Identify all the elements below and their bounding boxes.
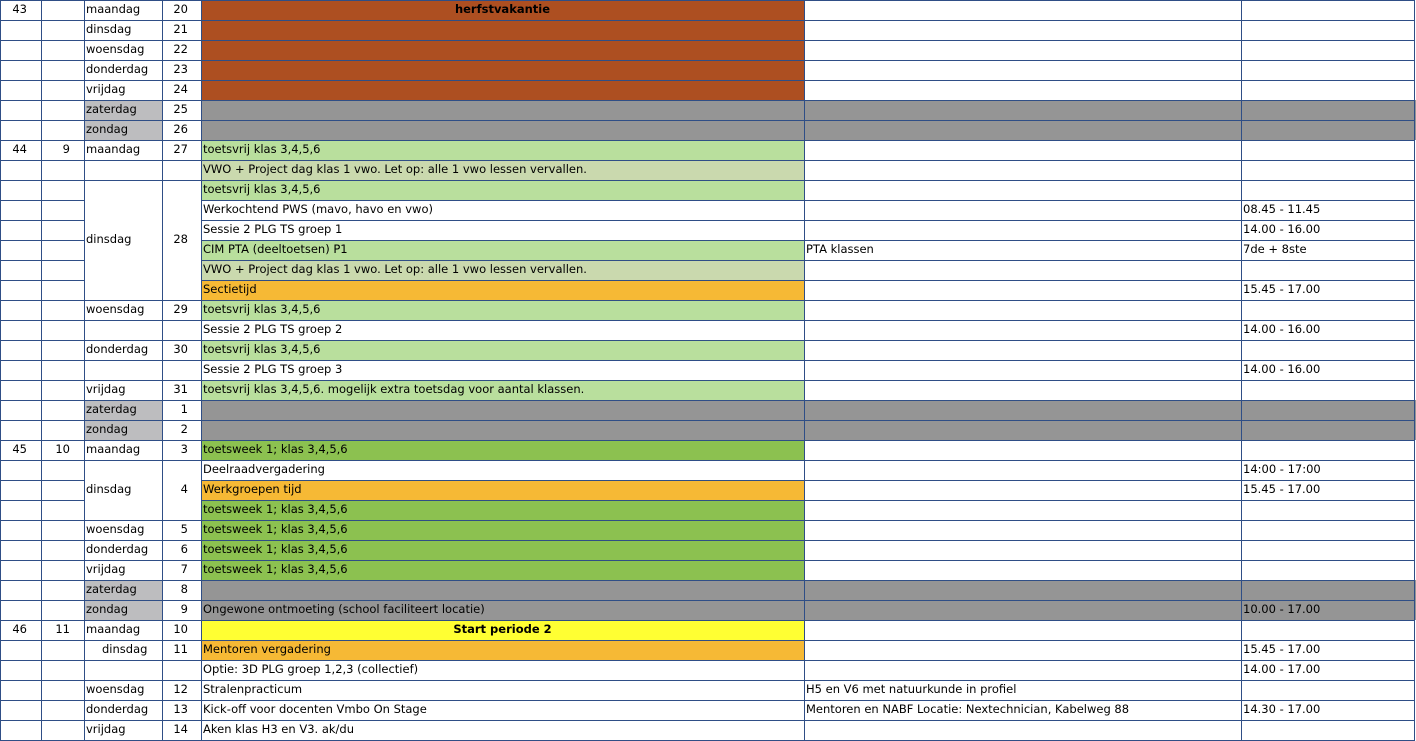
- activity-cell[interactable]: [201, 120, 804, 140]
- day-cell[interactable]: donderdag: [86, 542, 149, 557]
- time-cell[interactable]: [1241, 680, 1416, 700]
- date-cell[interactable]: 22: [173, 42, 188, 57]
- time-cell[interactable]: [1241, 80, 1416, 100]
- date-cell[interactable]: 8: [180, 582, 188, 597]
- schoolweek-cell[interactable]: [41, 220, 84, 240]
- date-cell-merged[interactable]: 28: [162, 180, 201, 300]
- activity-cell[interactable]: CIM PTA (deeltoetsen) P1: [201, 240, 804, 260]
- grid-hline: [0, 140, 1415, 141]
- date-cell[interactable]: [162, 160, 201, 180]
- audience-cell[interactable]: [804, 0, 1241, 20]
- day-cell[interactable]: [84, 360, 162, 380]
- grid-vline: [1414, 0, 1415, 740]
- day-cell[interactable]: maandag: [86, 2, 141, 17]
- audience-cell[interactable]: PTA klassen: [806, 242, 874, 257]
- time-cell[interactable]: 14.00 - 16.00: [1243, 362, 1321, 377]
- audience-cell[interactable]: [804, 460, 1241, 480]
- audience-cell[interactable]: [804, 280, 1241, 300]
- day-cell-merged[interactable]: dinsdag: [84, 180, 162, 300]
- schoolweek-cell[interactable]: [41, 680, 84, 700]
- schoolweek-cell[interactable]: [41, 40, 84, 60]
- grid-hline: [0, 340, 1415, 341]
- week-cell[interactable]: [0, 320, 41, 340]
- grid-hline: [0, 200, 84, 201]
- day-cell[interactable]: zondag: [84, 120, 162, 140]
- activity-cell[interactable]: Mentoren vergadering: [201, 640, 804, 660]
- activity-cell[interactable]: herfstvakantie: [201, 0, 804, 20]
- grid-vline: [804, 0, 805, 740]
- day-cell[interactable]: vrijdag: [86, 722, 126, 737]
- schoolweek-cell[interactable]: [41, 400, 84, 420]
- schoolweek-cell[interactable]: 11: [55, 622, 70, 637]
- date-cell[interactable]: 14: [173, 722, 188, 737]
- time-cell[interactable]: [1241, 120, 1416, 140]
- time-cell[interactable]: 15.45 - 17.00: [1243, 482, 1321, 497]
- date-cell[interactable]: [162, 360, 201, 380]
- audience-cell[interactable]: [804, 200, 1241, 220]
- time-cell[interactable]: [1241, 100, 1416, 120]
- time-cell[interactable]: [1241, 60, 1416, 80]
- schoolweek-cell[interactable]: [41, 100, 84, 120]
- audience-cell[interactable]: [804, 500, 1241, 520]
- grid-hline: [0, 520, 1415, 521]
- week-cell[interactable]: [0, 240, 41, 260]
- day-cell[interactable]: woensdag: [86, 302, 145, 317]
- audience-cell[interactable]: [804, 260, 1241, 280]
- schoolweek-cell[interactable]: [41, 600, 84, 620]
- activity-cell[interactable]: [201, 20, 804, 40]
- grid-hline: [0, 280, 84, 281]
- day-cell[interactable]: zondag: [84, 600, 162, 620]
- audience-cell[interactable]: [804, 640, 1241, 660]
- grid-vline: [84, 0, 85, 740]
- grid-hline: [201, 260, 1414, 261]
- activity-cell[interactable]: toetsvrij klas 3,4,5,6: [201, 340, 804, 360]
- grid-hline: [0, 500, 84, 501]
- date-cell[interactable]: 13: [173, 702, 188, 717]
- activity-cell[interactable]: toetsweek 1; klas 3,4,5,6: [201, 560, 804, 580]
- audience-cell[interactable]: [804, 160, 1241, 180]
- schoolweek-cell[interactable]: [41, 300, 84, 320]
- grid-hline: [201, 480, 1414, 481]
- activity-cell[interactable]: [201, 80, 804, 100]
- time-cell[interactable]: [1241, 380, 1416, 400]
- grid-hline: [0, 0, 1415, 1]
- activity-cell[interactable]: toetsvrij klas 3,4,5,6: [201, 140, 804, 160]
- time-cell[interactable]: [1241, 260, 1416, 280]
- schoolweek-cell[interactable]: [41, 20, 84, 40]
- date-cell[interactable]: 5: [180, 522, 188, 537]
- date-cell[interactable]: 10: [173, 622, 188, 637]
- schoolweek-cell[interactable]: 9: [62, 142, 70, 157]
- day-cell[interactable]: vrijdag: [86, 382, 126, 397]
- time-cell[interactable]: 08.45 - 11.45: [1243, 202, 1321, 217]
- activity-cell[interactable]: Deelraadvergadering: [203, 462, 325, 477]
- day-cell[interactable]: zondag: [84, 420, 162, 440]
- day-cell[interactable]: maandag: [86, 142, 141, 157]
- date-cell[interactable]: 30: [173, 342, 188, 357]
- date-cell-merged[interactable]: 4: [162, 460, 201, 520]
- grid-hline: [0, 640, 1415, 641]
- grid-hline: [201, 240, 1414, 241]
- week-cell[interactable]: 44: [12, 142, 27, 157]
- audience-cell[interactable]: H5 en V6 met natuurkunde in profiel: [806, 682, 1017, 697]
- date-cell[interactable]: 25: [173, 102, 188, 117]
- activity-cell[interactable]: Stralenpracticum: [203, 682, 303, 697]
- day-cell[interactable]: woensdag: [86, 42, 145, 57]
- time-cell[interactable]: 7de + 8ste: [1243, 242, 1307, 257]
- week-cell[interactable]: [0, 640, 41, 660]
- audience-cell[interactable]: [804, 120, 1241, 140]
- week-cell[interactable]: [0, 500, 41, 520]
- activity-cell[interactable]: Kick-off voor docenten Vmbo On Stage: [203, 702, 427, 717]
- week-cell[interactable]: [0, 600, 41, 620]
- week-cell[interactable]: 46: [12, 622, 27, 637]
- activity-cell[interactable]: toetsweek 1; klas 3,4,5,6: [201, 540, 804, 560]
- schoolweek-cell[interactable]: [41, 0, 84, 20]
- grid-hline: [0, 660, 1415, 661]
- audience-cell[interactable]: [804, 560, 1241, 580]
- audience-cell[interactable]: [804, 300, 1241, 320]
- schoolweek-cell[interactable]: [41, 60, 84, 80]
- week-cell[interactable]: [0, 80, 41, 100]
- grid-vline: [201, 0, 202, 740]
- activity-cell[interactable]: VWO + Project dag klas 1 vwo. Let op: alle 1 vwo lessen vervallen.: [201, 160, 804, 180]
- time-cell[interactable]: [1241, 620, 1416, 640]
- audience-cell[interactable]: [804, 600, 1241, 620]
- time-cell[interactable]: [1241, 160, 1416, 180]
- audience-cell[interactable]: [804, 440, 1241, 460]
- time-cell[interactable]: 14.00 - 16.00: [1243, 222, 1321, 237]
- time-cell[interactable]: 14:00 - 17:00: [1243, 462, 1321, 477]
- date-cell[interactable]: 9: [180, 602, 188, 617]
- schoolweek-cell[interactable]: [41, 200, 84, 220]
- date-cell[interactable]: 11: [173, 642, 188, 657]
- activity-cell[interactable]: [201, 580, 804, 600]
- activity-cell[interactable]: Sessie 2 PLG TS groep 1: [203, 222, 343, 237]
- day-cell[interactable]: dinsdag: [86, 22, 132, 37]
- grid-hline: [0, 420, 1415, 421]
- activity-cell[interactable]: VWO + Project dag klas 1 vwo. Let op: alle 1 vwo lessen vervallen.: [201, 260, 804, 280]
- grid-hline: [0, 480, 84, 481]
- day-cell[interactable]: vrijdag: [86, 82, 126, 97]
- audience-cell[interactable]: [804, 140, 1241, 160]
- audience-cell[interactable]: [804, 80, 1241, 100]
- grid-vline: [41, 0, 42, 740]
- grid-hline: [0, 180, 1415, 181]
- audience-cell[interactable]: [804, 100, 1241, 120]
- date-cell[interactable]: 2: [180, 422, 188, 437]
- audience-cell[interactable]: [804, 400, 1241, 420]
- time-cell[interactable]: 14.30 - 17.00: [1243, 702, 1321, 717]
- activity-cell[interactable]: Sessie 2 PLG TS groep 3: [203, 362, 343, 377]
- grid-hline: [0, 560, 1415, 561]
- time-cell[interactable]: [1241, 540, 1416, 560]
- grid-hline: [201, 200, 1414, 201]
- week-cell[interactable]: [0, 660, 41, 680]
- grid-hline: [0, 360, 1415, 361]
- week-cell[interactable]: [0, 560, 41, 580]
- schoolweek-cell[interactable]: [41, 700, 84, 720]
- time-cell[interactable]: 15.45 - 17.00: [1243, 642, 1321, 657]
- time-cell[interactable]: [1241, 520, 1416, 540]
- audience-cell[interactable]: [804, 60, 1241, 80]
- grid-hline: [0, 380, 1415, 381]
- grid-hline: [0, 160, 1415, 161]
- grid-hline: [0, 680, 1415, 681]
- activity-cell[interactable]: Sectietijd: [201, 280, 804, 300]
- time-cell[interactable]: 10.00 - 17.00: [1241, 600, 1416, 620]
- time-cell[interactable]: [1241, 560, 1416, 580]
- date-cell[interactable]: 24: [173, 82, 188, 97]
- activity-cell[interactable]: toetsweek 1; klas 3,4,5,6: [201, 440, 804, 460]
- day-cell[interactable]: dinsdag: [102, 642, 148, 657]
- day-cell[interactable]: [84, 660, 162, 680]
- grid-hline: [0, 320, 1415, 321]
- schoolweek-cell[interactable]: [41, 260, 84, 280]
- day-cell[interactable]: woensdag: [86, 522, 145, 537]
- schoolweek-cell[interactable]: [41, 320, 84, 340]
- time-cell[interactable]: [1241, 40, 1416, 60]
- grid-hline: [0, 20, 1415, 21]
- activity-cell[interactable]: toetsvrij klas 3,4,5,6: [201, 300, 804, 320]
- grid-hline: [0, 260, 84, 261]
- schoolweek-cell[interactable]: [41, 660, 84, 680]
- grid-hline: [0, 40, 1415, 41]
- grid-hline: [0, 400, 1415, 401]
- time-cell[interactable]: [1241, 400, 1416, 420]
- audience-cell[interactable]: [804, 320, 1241, 340]
- day-cell[interactable]: vrijdag: [86, 562, 126, 577]
- date-cell[interactable]: 29: [173, 302, 188, 317]
- audience-cell[interactable]: [804, 20, 1241, 40]
- time-cell[interactable]: [1241, 580, 1416, 600]
- audience-cell[interactable]: [804, 520, 1241, 540]
- date-cell[interactable]: 7: [180, 562, 188, 577]
- week-cell[interactable]: [0, 700, 41, 720]
- schoolweek-cell[interactable]: [41, 380, 84, 400]
- day-cell[interactable]: donderdag: [86, 342, 149, 357]
- week-cell[interactable]: [0, 340, 41, 360]
- grid-hline: [0, 240, 84, 241]
- week-cell[interactable]: [0, 540, 41, 560]
- activity-cell[interactable]: [201, 40, 804, 60]
- week-cell[interactable]: [0, 120, 41, 140]
- time-cell[interactable]: [1241, 20, 1416, 40]
- audience-cell[interactable]: [804, 340, 1241, 360]
- activity-cell[interactable]: Sessie 2 PLG TS groep 2: [203, 322, 343, 337]
- activity-cell[interactable]: Optie: 3D PLG groep 1,2,3 (collectief): [203, 662, 419, 677]
- audience-cell[interactable]: [804, 380, 1241, 400]
- schoolweek-cell[interactable]: [41, 80, 84, 100]
- date-cell[interactable]: 27: [173, 142, 188, 157]
- schoolweek-cell[interactable]: 10: [55, 442, 70, 457]
- activity-cell[interactable]: Werkgroepen tijd: [201, 480, 804, 500]
- week-cell[interactable]: [0, 300, 41, 320]
- schoolweek-cell[interactable]: [41, 360, 84, 380]
- grid-hline: [0, 700, 1415, 701]
- grid-hline: [0, 120, 1415, 121]
- audience-cell[interactable]: [804, 660, 1241, 680]
- grid-vline: [162, 0, 163, 740]
- schoolweek-cell[interactable]: [41, 340, 84, 360]
- date-cell[interactable]: 23: [173, 62, 188, 77]
- date-cell[interactable]: 1: [180, 402, 188, 417]
- audience-cell[interactable]: [804, 620, 1241, 640]
- time-cell[interactable]: [1241, 300, 1416, 320]
- grid-vline: [0, 0, 1, 740]
- week-cell[interactable]: [0, 720, 41, 740]
- week-cell[interactable]: [0, 480, 41, 500]
- audience-cell[interactable]: [804, 220, 1241, 240]
- audience-cell[interactable]: [804, 40, 1241, 60]
- schoolweek-cell[interactable]: [41, 480, 84, 500]
- day-cell[interactable]: maandag: [86, 622, 141, 637]
- week-cell[interactable]: [0, 360, 41, 380]
- time-cell[interactable]: [1241, 420, 1416, 440]
- grid-hline: [201, 220, 1414, 221]
- audience-cell[interactable]: [804, 180, 1241, 200]
- week-cell[interactable]: [0, 680, 41, 700]
- week-cell[interactable]: [0, 580, 41, 600]
- week-cell[interactable]: [0, 160, 41, 180]
- date-cell[interactable]: [162, 660, 201, 680]
- week-cell[interactable]: [0, 20, 41, 40]
- day-cell[interactable]: donderdag: [86, 62, 149, 77]
- schoolweek-cell[interactable]: [41, 540, 84, 560]
- day-cell[interactable]: donderdag: [86, 702, 149, 717]
- time-cell[interactable]: [1241, 180, 1416, 200]
- audience-cell[interactable]: [804, 720, 1241, 740]
- grid-hline: [0, 540, 1415, 541]
- week-cell[interactable]: [0, 460, 41, 480]
- grid-hline: [0, 300, 1415, 301]
- week-cell[interactable]: [0, 280, 41, 300]
- day-cell[interactable]: woensdag: [86, 682, 145, 697]
- date-cell[interactable]: 20: [173, 2, 188, 17]
- audience-cell[interactable]: [804, 480, 1241, 500]
- grid-hline: [0, 460, 1415, 461]
- week-cell[interactable]: [0, 400, 41, 420]
- activity-cell[interactable]: Aken klas H3 en V3. ak/du: [203, 722, 354, 737]
- activity-cell[interactable]: [201, 60, 804, 80]
- day-cell[interactable]: maandag: [86, 442, 141, 457]
- week-cell[interactable]: 45: [12, 442, 27, 457]
- date-cell[interactable]: 26: [173, 122, 188, 137]
- day-cell[interactable]: zaterdag: [84, 580, 162, 600]
- schoolweek-cell[interactable]: [41, 580, 84, 600]
- week-cell[interactable]: [0, 60, 41, 80]
- grid-hline: [0, 620, 1415, 621]
- schoolweek-cell[interactable]: [41, 500, 84, 520]
- day-cell-merged[interactable]: dinsdag: [84, 460, 162, 520]
- audience-cell[interactable]: Mentoren en NABF Locatie: Nextechnician, Kabelweg 88: [806, 702, 1130, 717]
- schoolweek-cell[interactable]: [41, 160, 84, 180]
- activity-cell[interactable]: [201, 100, 804, 120]
- grid-vline: [1241, 0, 1242, 740]
- week-cell[interactable]: [0, 380, 41, 400]
- schoolweek-cell[interactable]: [41, 240, 84, 260]
- week-cell[interactable]: 43: [12, 2, 27, 17]
- day-cell[interactable]: [84, 160, 162, 180]
- audience-cell[interactable]: [804, 420, 1241, 440]
- activity-cell[interactable]: Werkochtend PWS (mavo, havo en vwo): [203, 202, 433, 217]
- grid-hline: [0, 440, 1415, 441]
- day-cell[interactable]: [84, 320, 162, 340]
- time-cell[interactable]: [1241, 0, 1416, 20]
- time-cell[interactable]: [1241, 140, 1416, 160]
- date-cell[interactable]: 21: [173, 22, 188, 37]
- time-cell[interactable]: [1241, 720, 1416, 740]
- grid-hline: [0, 80, 1415, 81]
- week-cell[interactable]: [0, 100, 41, 120]
- day-cell[interactable]: zaterdag: [84, 100, 162, 120]
- audience-cell[interactable]: [804, 360, 1241, 380]
- activity-cell[interactable]: toetsvrij klas 3,4,5,6. mogelijk extra toetsdag voor aantal klassen.: [201, 380, 804, 400]
- grid-hline: [0, 100, 1415, 101]
- date-cell[interactable]: 31: [173, 382, 188, 397]
- time-cell[interactable]: 14.00 - 16.00: [1243, 322, 1321, 337]
- week-cell[interactable]: [0, 180, 41, 200]
- schoolweek-cell[interactable]: [41, 560, 84, 580]
- activity-cell[interactable]: Ongewone ontmoeting (school faciliteert locatie): [201, 600, 804, 620]
- activity-cell[interactable]: toetsweek 1; klas 3,4,5,6: [201, 520, 804, 540]
- grid-hline: [201, 280, 1414, 281]
- schoolweek-cell[interactable]: [41, 280, 84, 300]
- schoolweek-cell[interactable]: [41, 180, 84, 200]
- activity-cell[interactable]: [201, 400, 804, 420]
- time-cell[interactable]: [1241, 500, 1416, 520]
- grid-hline: [201, 500, 1414, 501]
- time-cell[interactable]: 15.45 - 17.00: [1243, 282, 1321, 297]
- grid-hline: [0, 220, 84, 221]
- grid-hline: [0, 720, 1415, 721]
- week-cell[interactable]: [0, 260, 41, 280]
- date-cell[interactable]: 3: [180, 442, 188, 457]
- schoolweek-cell[interactable]: [41, 460, 84, 480]
- schoolweek-cell[interactable]: [41, 120, 84, 140]
- time-cell[interactable]: [1241, 440, 1416, 460]
- activity-cell[interactable]: toetsvrij klas 3,4,5,6: [201, 180, 804, 200]
- activity-cell[interactable]: [201, 420, 804, 440]
- date-cell[interactable]: [162, 320, 201, 340]
- activity-cell[interactable]: Start periode 2: [201, 620, 804, 640]
- week-cell[interactable]: [0, 200, 41, 220]
- day-cell[interactable]: zaterdag: [84, 400, 162, 420]
- audience-cell[interactable]: [804, 580, 1241, 600]
- grid-hline: [0, 600, 1415, 601]
- date-cell[interactable]: 12: [173, 682, 188, 697]
- audience-cell[interactable]: [804, 540, 1241, 560]
- schoolweek-cell[interactable]: [41, 720, 84, 740]
- week-cell[interactable]: [0, 220, 41, 240]
- time-cell[interactable]: [1241, 340, 1416, 360]
- schoolweek-cell[interactable]: [41, 640, 84, 660]
- week-cell[interactable]: [0, 520, 41, 540]
- week-cell[interactable]: [0, 40, 41, 60]
- schoolweek-cell[interactable]: [41, 520, 84, 540]
- time-cell[interactable]: 14.00 - 17.00: [1243, 662, 1321, 677]
- grid-hline: [0, 580, 1415, 581]
- date-cell[interactable]: 6: [180, 542, 188, 557]
- activity-cell[interactable]: toetsweek 1; klas 3,4,5,6: [201, 500, 804, 520]
- grid-hline: [0, 60, 1415, 61]
- schoolweek-cell[interactable]: [41, 420, 84, 440]
- week-cell[interactable]: [0, 420, 41, 440]
